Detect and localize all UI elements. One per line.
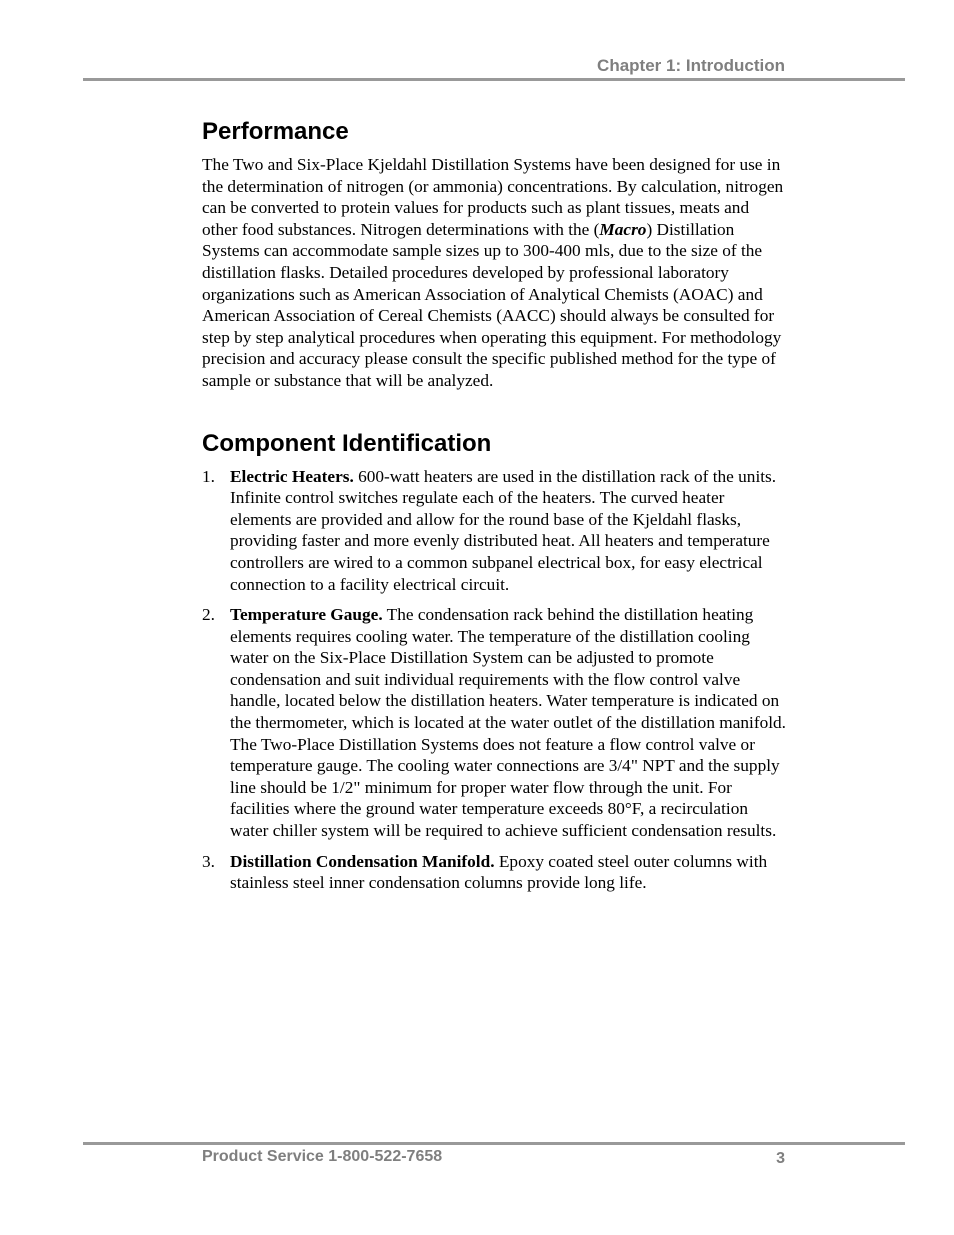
page-content: [202, 116, 787, 903]
list-item-text: [230, 851, 787, 894]
list-item-number: 2.: [202, 605, 215, 625]
list-item-body: 600-watt heaters are used in the distillation rack of the units. Infinite control switches regulate each of the heaters. The curved heater elements are provided and allow for the round base of the Kjeldahl flasks, providing faster and more evenly distributed heat. All heaters and temperature controllers are wired to a common subpanel electrical box, for easy electrical connection to a facility electrical circuit.: [230, 466, 777, 594]
list-item-title: Distillation Condensation Manifold.: [230, 851, 495, 871]
page-number: 3: [776, 1150, 785, 1167]
performance-text-2: ) Distillation Systems can accommodate sample sizes up to 300-400 mls, due to the size of the distillation flasks. Detailed procedures developed by professional laboratory organizations such as American Association of Analytical Chemists (AOAC) and American Association of Cereal Chemists (AACC) should always be consulted for step by step analytical procedures when operating this equipment. For methodology precision and accuracy please consult the specific published method for the type of sample or substance that will be analyzed.: [202, 219, 782, 390]
component-heading: Component Identification: [202, 429, 492, 457]
footer-rule: [83, 1142, 905, 1145]
product-service-phone: Product Service 1-800-522-7658: [202, 1148, 443, 1165]
header-rule: [83, 78, 905, 81]
list-item-number: 1.: [202, 466, 215, 486]
list-item-body: The condensation rack behind the distillation heating elements requires cooling water. The temperature of the distillation cooling water on the Six-Place Distillation System can be adjusted to promote condensation and suit individual requirements with the flow control valve handle, located below the distillation heaters. Water temperature is indicated on the thermometer, which is located at the water outlet of the distillation manifold. The Two-Place Distillation Systems does not feature a flow control valve or temperature gauge. The cooling water connections are 3/4" NPT and the supply line should be 1/2" minimum for proper water flow through the unit. For facilities where the ground water temperature exceeds 80°F, a recirculation water chiller system will be required to achieve sufficient condensation results.: [230, 605, 786, 841]
list-item-title: Electric Heaters.: [230, 466, 354, 486]
list-item-body: Epoxy coated steel outer columns with stainless steel inner condensation columns provide long life.: [230, 851, 768, 893]
list-item-title: Temperature Gauge.: [230, 605, 383, 625]
performance-paragraph: [202, 154, 787, 392]
performance-heading: Performance: [202, 118, 349, 145]
chapter-header: Chapter 1: Introduction: [597, 56, 785, 75]
list-item-text: [230, 604, 787, 842]
list-item: [202, 466, 787, 596]
list-item: [202, 604, 787, 842]
performance-text-1: The Two and Six-Place Kjeldahl Distillation Systems have been designed for use in the determination of nitrogen (or ammonia) concentrations. By calculation, nitrogen can be converted to protein values for products such as plant tissues, meats and other food substances. Nitrogen determinations with the (: [202, 155, 784, 239]
list-item: [202, 851, 787, 894]
macro-term: Macro: [599, 219, 647, 239]
component-list: [202, 466, 787, 894]
list-item-number: 3.: [202, 851, 215, 871]
list-item-text: [230, 466, 787, 596]
